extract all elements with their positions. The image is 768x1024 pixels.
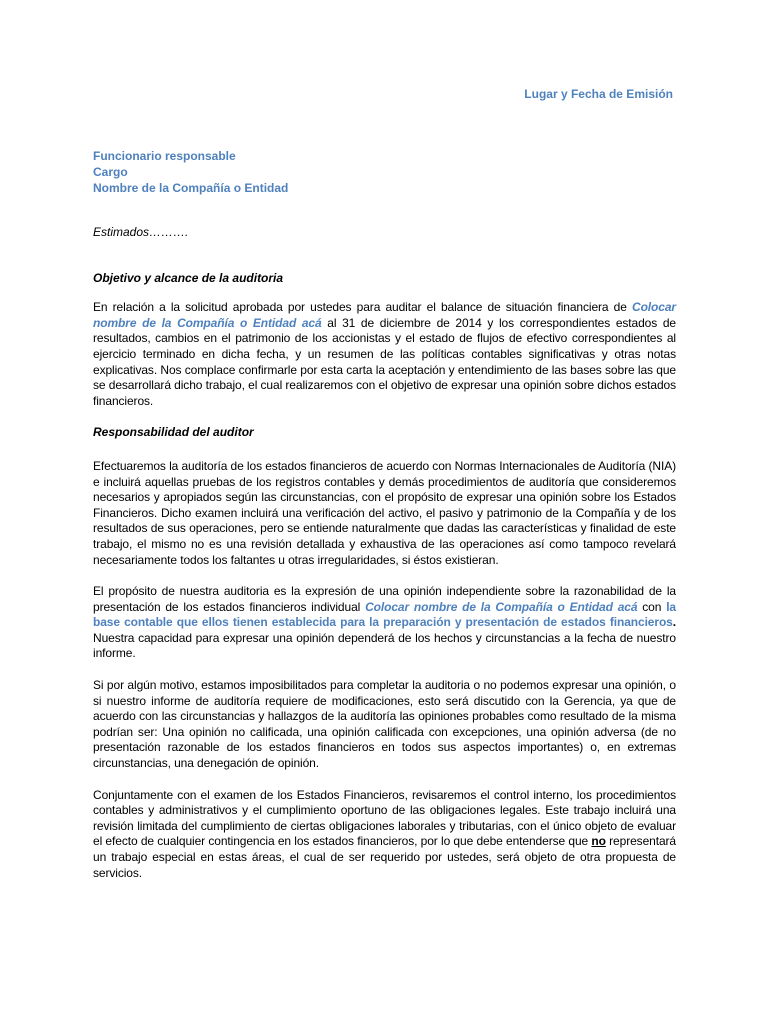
text-run: El propósito de nuestra auditoria es la expresión de una opinión independiente sobre la razonabilidad de la presentación de los estados financieros individual [93,584,676,614]
section-heading-responsibility: Responsabilidad del auditor [93,425,254,440]
text-run: representará un trabajo especial en estas áreas, el cual de ser requerido por ustedes, será objeto de otra propuesta de servicios. [93,834,676,880]
paragraph-objective [93,300,676,409]
paragraph-responsibility-3: Si por algún motivo, estamos imposibilitados para completar la auditoria o no podemos expresar una opinión, o si nuestro informe de auditoría requiere de modificaciones, esto será discutido con la Gerencia, ya que de acuerdo con las circunstancias y hallazgos de la auditoría las opiniones probables como resultado de la misma podrían ser: Una opinión no calificada, una opinión calificada con excepciones, una opinión adversa (de no presentación razonable de los estados financieros en todos sus aspectos importantes) o, en extremas circunstancias, una denegación de opinión. [93,678,676,771]
recipient-position: Cargo [93,165,128,179]
text-run: Conjuntamente con el examen de los Estados Financieros, revisaremos el control interno, los procedimientos contables y administrativos y el cumplimiento oportuno de las obligaciones legales. Este trabajo incluirá una revisión limitada del cumplimiento de ciertas obligaciones laborales y tributarias, con el único objeto de evaluar el efecto de cualquier contingencia en los estados financieros, por lo que debe entenderse que [93,787,676,849]
section-heading-objective: Objetivo y alcance de la auditoria [93,270,284,285]
recipient-company: Nombre de la Compañía o Entidad [93,181,289,195]
recipient-block [93,148,288,196]
company-placeholder: Colocar nombre de la Compañía o Entidad acá [365,599,638,614]
accounting-basis-text: la base contable que ellos tienen establecida para la preparación y presentación de estados financieros [93,599,676,630]
letter-body [93,225,676,897]
emphasis-no: no [591,834,606,849]
paragraph-responsibility-1: Efectuaremos la auditoría de los estados financieros de acuerdo con Normas Internacionales de Auditoría (NIA) e incluirá aquellas pruebas de los registros contables y demás procedimientos de auditoría que consideremos necesarios y apropiados según las circunstancias, con el propósito de expresar una opinión sobre los Estados Financieros. Dicho examen incluirá una verificación del activo, el pasivo y patrimonio de la Compañía y de los resultados de sus operaciones, pero se entiende naturalmente que dadas las características y finalidad de este trabajo, el mismo no es una revisión detallada y exhaustiva de las operaciones así como tampoco revelará necesariamente todos los faltantes u otras irregularidades, si éstos existieran. [93,458,676,567]
company-placeholder: Colocar nombre de la Compañía o Entidad acá [93,300,676,330]
paragraph-responsibility-2 [93,584,676,662]
text-run: con [637,599,667,614]
salutation: Estimados………. [93,225,189,239]
recipient-name: Funcionario responsable [93,149,236,163]
text-run: Nuestra capacidad para expresar una opinión dependerá de los hechos y circunstancias a la fecha de nuestro informe. [93,630,676,661]
text-run: . [672,615,676,630]
date-line: Lugar y Fecha de Emisión [524,87,673,101]
paragraph-responsibility-4 [93,788,676,882]
text-run: En relación a la solicitud aprobada por ustedes para auditar el balance de situación financiera de [93,300,633,315]
text-run: al 31 de diciembre de 2014 y los correspondientes estados de resultados, cambios en el patrimonio de los accionistas y el estado de flujos de efectivo correspondientes al ejercicio terminado en dicha fecha, y un resumen de las políticas contables significativas y otras notas explicativas. Nos complace confirmarle por esta carta la aceptación y entendimiento de las bases sobre las que se desarrollará dicho trabajo, el cual realizaremos con el objetivo de expresar una opinión sobre dichos estados financieros. [93,315,676,408]
